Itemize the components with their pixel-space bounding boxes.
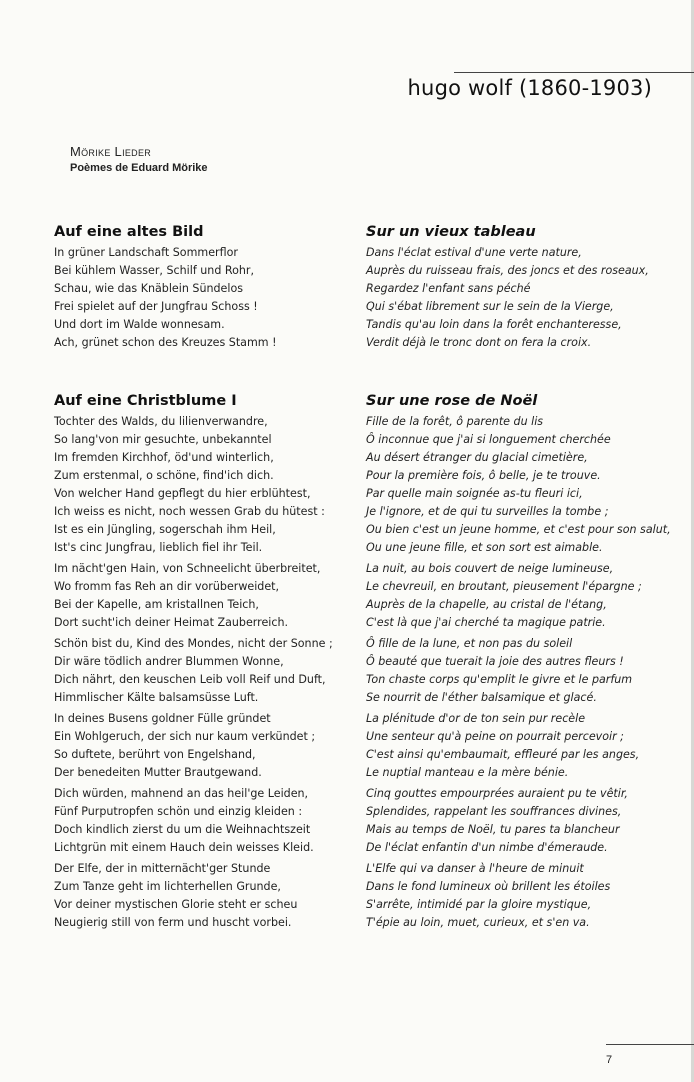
verse-line: Verdit déjà le tronc dont on fera la croix. — [366, 336, 592, 349]
verse-line: Schön bist du, Kind des Mondes, nicht der Sonne ; — [54, 637, 333, 650]
verse-line: So lang'von mir gesuchte, unbekanntel — [54, 433, 272, 446]
verse-line: Dans l'éclat estival d'une verte nature, — [366, 246, 582, 259]
poem-title: Auf eine altes Bild — [54, 224, 204, 240]
verse-line: Tochter des Walds, du lilienverwandre, — [54, 415, 268, 428]
verse-line: Auprès de la chapelle, au cristal de l'étang, — [366, 598, 607, 611]
verse-line: L'Elfe qui va danser à l'heure de minuit — [366, 862, 584, 875]
verse-line: Regardez l'enfant sans péché — [366, 282, 531, 295]
cycle-title: Mörike Lieder — [70, 144, 152, 159]
verse-line: Frei spielet auf der Jungfrau Schoss ! — [54, 300, 258, 313]
verse-line: Fille de la forêt, ô parente du lis — [366, 415, 544, 428]
poem-2-french — [366, 393, 686, 935]
verse-line: Ou une jeune fille, et son sort est aimable. — [366, 541, 603, 554]
poem-text — [366, 244, 686, 352]
verse-line: Cinq gouttes empourprées auraient pu te vêtir, — [366, 787, 628, 800]
stanza — [366, 635, 686, 707]
poem-2-german — [54, 393, 354, 935]
verse-line: Ach, grünet schon des Kreuzes Stamm ! — [54, 336, 277, 349]
verse-line: Von welcher Hand gepflegt du hier erblühtest, — [54, 487, 311, 500]
verse-line: Fünf Purputropfen schön und einzig kleiden : — [54, 805, 303, 818]
verse-line: Bei kühlem Wasser, Schilf und Rohr, — [54, 264, 255, 277]
poem-text — [54, 244, 354, 352]
verse-line: Tandis qu'au loin dans la forêt enchanteresse, — [366, 318, 622, 331]
verse-line: Himmlischer Kälte balsamsüsse Luft. — [54, 691, 259, 704]
verse-line: Dich nährt, den keuschen Leib voll Reif und Duft, — [54, 673, 326, 686]
verse-line: Vor deiner mystischen Glorie steht er scheu — [54, 898, 298, 911]
verse-line: Dort sucht'ich deiner Heimat Zauberreich. — [54, 616, 289, 629]
verse-line: Le nuptial manteau e la mère bénie. — [366, 766, 569, 779]
verse-line: Der Elfe, der in mitternächt'ger Stunde — [54, 862, 271, 875]
stanza — [366, 413, 686, 557]
stanza — [54, 710, 354, 782]
stanza — [366, 785, 686, 857]
stanza — [54, 785, 354, 857]
verse-line: Ist's cinc Jungfrau, lieblich fiel ihr Teil. — [54, 541, 263, 554]
stanza — [54, 413, 354, 557]
stanza — [54, 860, 354, 932]
stanza — [366, 560, 686, 632]
page-number: 7 — [606, 1054, 613, 1066]
verse-line: Ich weiss es nicht, noch wessen Grab du hütest : — [54, 505, 325, 518]
verse-line: C'est là que j'ai cherché ta magique patrie. — [366, 616, 606, 629]
verse-line: So duftete, berührt von Engelshand, — [54, 748, 256, 761]
stanza — [366, 860, 686, 932]
verse-line: Dir wäre tödlich andrer Blummen Wonne, — [54, 655, 284, 668]
verse-line: Neugierig still von ferm und huscht vorbei. — [54, 916, 292, 929]
header-rule — [454, 72, 694, 73]
footer-rule — [606, 1044, 694, 1045]
verse-line: Mais au temps de Noël, tu pares ta blancheur — [366, 823, 620, 836]
stanza — [54, 635, 354, 707]
verse-line: Bei der Kapelle, am kristallnen Teich, — [54, 598, 259, 611]
cycle-subtitle: Poèmes de Eduard Mörike — [70, 162, 208, 174]
verse-line: De l'éclat enfantin d'un nimbe d'émeraude. — [366, 841, 608, 854]
verse-line: Pour la première fois, ô belle, je te trouve. — [366, 469, 601, 482]
verse-line: Lichtgrün mit einem Hauch dein weisses Kleid. — [54, 841, 314, 854]
verse-line: T'épie au loin, muet, curieux, et s'en va. — [366, 916, 590, 929]
verse-line: Ist es ein Jüngling, sogerschah ihm Heil, — [54, 523, 276, 536]
verse-line: C'est ainsi qu'embaumait, effleuré par les anges, — [366, 748, 640, 761]
poem-text — [54, 413, 354, 932]
verse-line: Splendides, rappelant les souffrances divines, — [366, 805, 622, 818]
verse-line: La plénitude d'or de ton sein pur recèle — [366, 712, 586, 725]
verse-line: Schau, wie das Knäblein Sündelos — [54, 282, 244, 295]
poem-title: Sur un vieux tableau — [366, 224, 536, 240]
verse-line: Dich würden, mahnend an das heil'ge Leiden, — [54, 787, 309, 800]
verse-line: Auprès du ruisseau frais, des joncs et des roseaux, — [366, 264, 649, 277]
verse-line: Der benedeiten Mutter Brautgewand. — [54, 766, 262, 779]
verse-line: Ou bien c'est un jeune homme, et c'est pour son salut, — [366, 523, 671, 536]
poem-1-german — [54, 224, 354, 355]
verse-line: Ô fille de la lune, et non pas du soleil — [366, 637, 573, 650]
verse-line: Doch kindlich zierst du um die Weihnachtszeit — [54, 823, 311, 836]
verse-line: Ton chaste corps qu'emplit le givre et le parfum — [366, 673, 633, 686]
verse-line: Im nächt'gen Hain, von Schneelicht überbreitet, — [54, 562, 321, 575]
verse-line: Le chevreuil, en broutant, pieusement l'épargne ; — [366, 580, 642, 593]
verse-line: Se nourrit de l'éther balsamique et glacé. — [366, 691, 597, 704]
stanza — [366, 244, 686, 352]
poem-1-french — [366, 224, 686, 355]
verse-line: Ein Wohlgeruch, der sich nur kaum verkündet ; — [54, 730, 316, 743]
verse-line: Und dort im Walde wonnesam. — [54, 318, 225, 331]
verse-line: Au désert étranger du glacial cimetière, — [366, 451, 588, 464]
verse-line: Par quelle main soignée as-tu fleuri ici, — [366, 487, 583, 500]
verse-line: La nuit, au bois couvert de neige lumineuse, — [366, 562, 614, 575]
poem-title: Sur une rose de Noël — [366, 393, 538, 409]
verse-line: Zum Tanze geht im lichterhellen Grunde, — [54, 880, 281, 893]
verse-line: Qui s'ébat librement sur le sein de la Vierge, — [366, 300, 614, 313]
verse-line: Je l'ignore, et de qui tu surveilles la tombe ; — [366, 505, 609, 518]
verse-line: Ô beauté que tuerait la joie des autres fleurs ! — [366, 655, 624, 668]
stanza — [366, 710, 686, 782]
poem-text — [366, 413, 686, 932]
verse-line: S'arrête, intimidé par la gloire mystique, — [366, 898, 592, 911]
verse-line: Im fremden Kirchhof, öd'und winterlich, — [54, 451, 274, 464]
stanza — [54, 244, 354, 352]
verse-line: Ô inconnue que j'ai si longuement cherchée — [366, 433, 611, 446]
verse-line: Wo fromm fas Reh an dir vorüberweidet, — [54, 580, 280, 593]
verse-line: In grüner Landschaft Sommerflor — [54, 246, 238, 259]
song-cycle-heading — [70, 144, 208, 174]
composer-heading: hugo wolf (1860-1903) — [407, 76, 652, 100]
verse-line: Une senteur qu'à peine on pourrait percevoir ; — [366, 730, 624, 743]
verse-line: In deines Busens goldner Fülle gründet — [54, 712, 271, 725]
verse-line: Zum erstenmal, o schöne, find'ich dich. — [54, 469, 274, 482]
poem-title: Auf eine Christblume I — [54, 393, 237, 409]
stanza — [54, 560, 354, 632]
verse-line: Dans le fond lumineux où brillent les étoiles — [366, 880, 611, 893]
